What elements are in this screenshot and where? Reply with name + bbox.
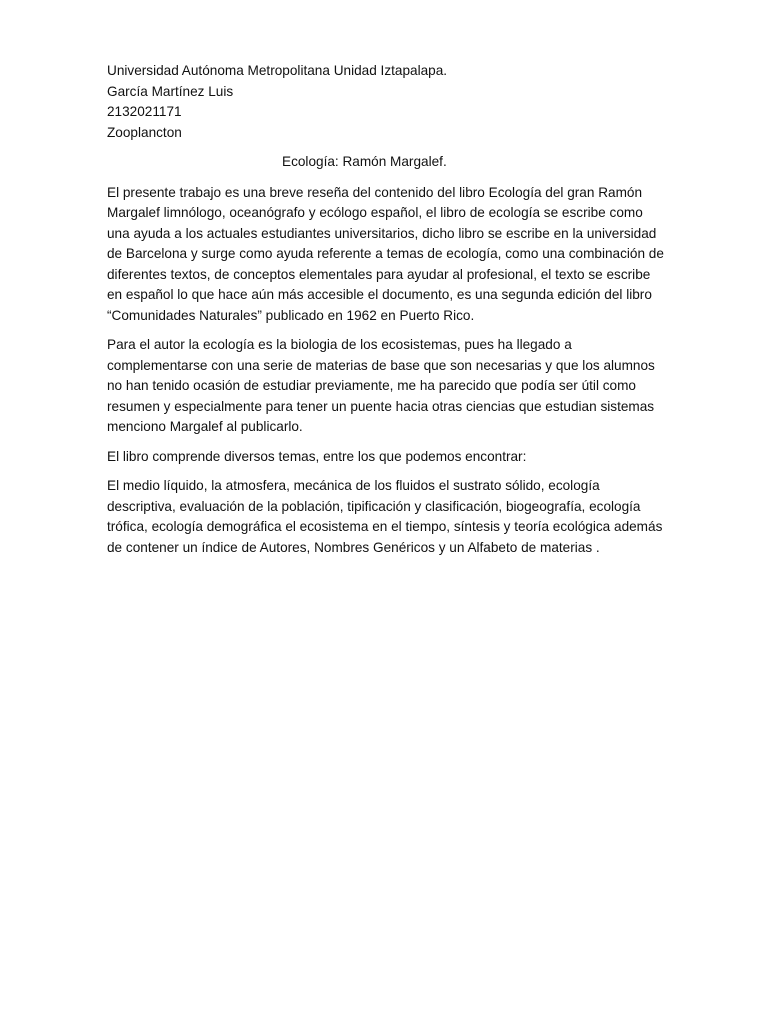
document-header <box>107 61 667 143</box>
paragraph-author-view: Para el autor la ecología es la biologia de los ecosistemas, pues ha llegado a complementarse con una serie de materias de base que son necesarias y que los alumnos no han tenido ocasión de estudiar previamente, me ha parecido que podía ser útil como resumen y especialmente para tener un puente hacia otras ciencias que estudian sistemas menciono Margalef al publicarlo. <box>107 337 655 434</box>
institution-line: Universidad Autónoma Metropolitana Unidad Iztapalapa. <box>107 63 448 78</box>
paragraph-topics-lead: El libro comprende diversos temas, entre los que podemos encontrar: <box>107 448 527 464</box>
paragraph-intro: El presente trabajo es una breve reseña del contenido del libro Ecología del gran Ramón Margalef limnólogo, oceanógrafo y ecólogo español, el libro de ecología se escribe como una ayuda a los actuales estudiantes universitarios, dicho libro se escribe en la universidad de Barcelona y surge como ayuda referente a temas de ecología, como una combinación de diferentes textos, de conceptos elementales para ayudar al profesional, el texto se escribe en español lo que hace aún más accesible el documento, es una segunda edición del libro “Comunidades Naturales” publicado en 1962 en Puerto Rico. <box>107 184 664 323</box>
student-id-line: 2132021171 <box>107 104 182 119</box>
document-page <box>107 61 667 558</box>
course-line: Zooplancton <box>107 124 182 140</box>
author-line: García Martínez Luis <box>107 83 234 99</box>
document-title: Ecología: Ramón Margalef. <box>282 154 447 169</box>
paragraph-topics-list: El medio líquido, la atmosfera, mecánica de los fluidos el sustrato sólido, ecología descriptiva, evaluación de la población, tipificación y clasificación, biogeografía, ecología trófica, ecología demográfica el ecosistema en el tiempo, síntesis y teoría ecológica además de contener un índice de Autores, Nombres Genéricos y un Alfabeto de materias . <box>107 478 663 555</box>
